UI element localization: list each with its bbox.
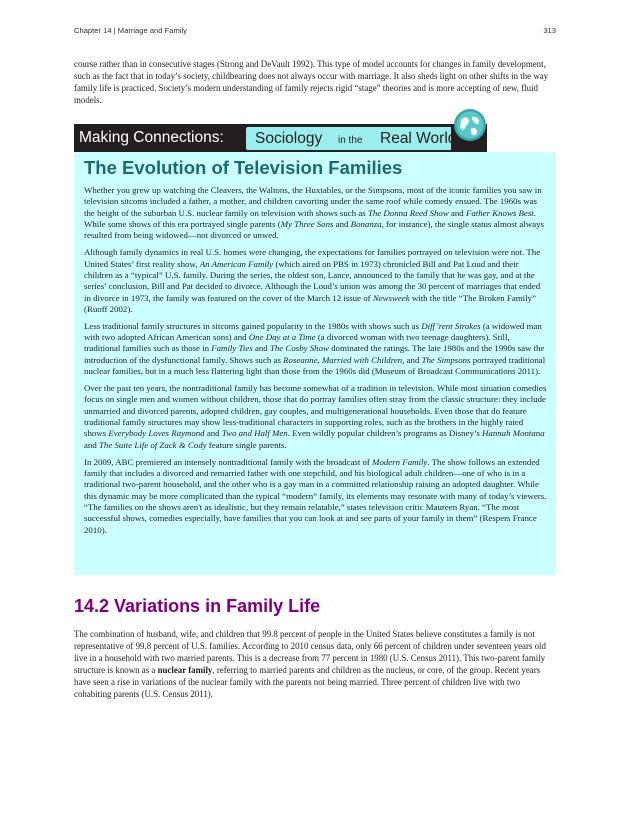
- feature-paragraph: [84, 321, 547, 378]
- text-run: dominated the ratings. The late 1980s and the 1990s saw the introduction of the dysfunctional family. Shows such as: [84, 343, 545, 365]
- italic-title: The Donna Reed Show: [367, 207, 449, 218]
- intro-paragraph: course rather than in consecutive stages (Strong and DeVault 1992). This type of model accounts for changes in family development, such as the fact that in today’s society, childbearing does not always occur with marriage. It also sheds light on other shifts in the way family life is practiced. Society’s modern understanding of family rejects rigid “stage” theories and is more accepting of new, fluid models.: [74, 59, 549, 106]
- page-number: 313: [543, 26, 556, 35]
- globe-icon: [453, 108, 487, 142]
- text-run: feature single parents.: [206, 439, 287, 450]
- text-run: , for instance), the single status almost always resulted from being widowed—not divorced or unwed.: [84, 219, 544, 241]
- banner-real-world: Real World: [380, 130, 457, 147]
- key-term: nuclear family: [157, 665, 213, 676]
- italic-title: Roseanne: [283, 354, 318, 365]
- text-run: . The show follows an extended family that includes a divorced and remarried father with one stepchild, and his biological adult children—one of who is in a traditional two-parent household, and the other who is a gay man in a committed relationship raising an adopted daughter. While this dynamic may be more complicated than the typical “modern” family, its elements may resonate with many of today’s viewers. “The families on the shows aren't as idealistic, but they remain relatable,” states television critic Maureen Ryan. “The most successful shows, comedies especially, have families that you can look at and see parts of your family in them” (Respers France 2010).: [84, 456, 547, 535]
- feature-title: The Evolution of Television Families: [84, 157, 403, 178]
- italic-title: An American Family: [199, 258, 274, 269]
- feature-paragraph: [84, 457, 547, 536]
- text-run: (which aired on PBS in 1973) chronicled Bill and Pat Loud and their children as a “typical” U.S. family. During the series, the oldest son, Lance, announced to the family that he was gay, and at the series’ conclusion, Bill and Pat decided to divorce. Although the Loud’s union was among the 30 percent of marriages that ended in divorce in 1973, the family was featured on the cover of the March 12 issue of: [84, 258, 541, 303]
- chapter-title: Chapter 14 | Marriage and Family: [74, 26, 187, 35]
- feature-body: [84, 185, 547, 541]
- text-run: and: [84, 439, 99, 450]
- feature-box: [74, 152, 556, 575]
- text-run: (a widowed man with two adopted African American sons) and: [84, 320, 542, 343]
- text-run: . Even wildly popular children’s programs as Disney’s: [287, 428, 483, 439]
- text-run: Whether you grew up watching the Cleavers, the Waltons, the Huxtables, or the Simpsons, most of the iconic families you saw in television sitcoms included a father, a mother, and children cavorting under the same roof while comedy ensued. The 1960s was the height of the suburban U.S. nuclear family on television with shows such as: [84, 185, 542, 218]
- banner-sociology: Sociology: [255, 130, 323, 147]
- feature-paragraph: [84, 185, 547, 242]
- text-run: Less traditional family structures in sitcoms gained popularity in the 1980s with shows such as: [84, 320, 422, 331]
- italic-title: Family Ties: [211, 343, 253, 354]
- italic-title: The Cosby Show: [269, 343, 329, 354]
- text-run: . While some shows of this era portrayed single parents (: [84, 207, 536, 230]
- text-run: In 2009, ABC premiered an intensely nontraditional family with the broadcast of: [84, 456, 373, 467]
- running-header: [74, 26, 556, 38]
- italic-title: My Three Sons: [280, 219, 334, 230]
- text-run: with the title “The Broken Family” (Ruoff 2002).: [84, 292, 536, 314]
- italic-title: Modern Family: [372, 456, 428, 467]
- feature-paragraph: [84, 383, 547, 451]
- italic-title: Two and Half Men: [221, 428, 288, 439]
- text-run: Although family dynamics in real U.S. homes were changing, the expectations for families portrayed on television were not. The United States’ first reality show,: [84, 247, 541, 269]
- text-run: portrayed traditional nuclear families, but in a much less flattering light than those from the 1960s did (Museum of Broadcast Communications 2011).: [84, 354, 546, 377]
- text-run: (a divorced woman with two teenage daughters). Still, traditional families such as those in: [84, 332, 510, 354]
- italic-title: Father Knows Best: [465, 207, 534, 218]
- section-paragraph: [74, 628, 556, 701]
- banner-label: Making Connections:: [74, 124, 244, 152]
- text-run: and: [204, 428, 222, 439]
- italic-title: Married with Children: [321, 354, 403, 365]
- text-run: and: [333, 219, 351, 230]
- banner-in-the: in the: [338, 135, 363, 146]
- italic-title: Everybody Loves Raymond: [108, 428, 205, 439]
- text-run: and: [448, 207, 466, 218]
- text-run: The combination of husband, wife, and children that 99.8 percent of people in the United States believe constitutes a family is not representative of 99.8 percent of U.S. families. According to 2010 census data, only 66 percent of children under seventeen years old live in a household with two married parents. This is a decrease from 77 percent in 1980 (U.S. Census 2011). This two-parent family structure is known as a: [74, 629, 546, 676]
- italic-title: Hannah Montana: [482, 428, 545, 439]
- text-run: , referring to married parents and children as the nucleus, or core, of the group. Recent years have seen a rise in variations of the nuclear family with the parents not being married. Three percent of children live with two cohabiting parents (U.S. Census 2011).: [74, 665, 541, 700]
- feature-paragraph: [84, 247, 547, 315]
- italic-title: The Simpsons: [421, 354, 471, 365]
- section-heading: 14.2 Variations in Family Life: [74, 596, 321, 616]
- text-run: and: [252, 343, 270, 354]
- banner-feature-name: [246, 127, 457, 150]
- italic-title: Diff’rent Strokes: [421, 320, 481, 331]
- italic-title: Bonanza: [350, 219, 382, 230]
- italic-title: One Day at a Time: [248, 332, 316, 343]
- italic-title: Newsweek: [372, 292, 410, 303]
- italic-title: The Suite Life of Zack & Cody: [98, 439, 207, 450]
- making-connections-banner: [74, 124, 487, 152]
- text-run: Over the past ten years, the nontraditional family has become somewhat of a tradition in television. While most situation comedies focus on single men and women without children, those that do portray families often stray from the classic structure: they include unmarried and divorced parents, adopted children, gay couples, and multigenerational households. Even those that do feature traditional family structures may show less-traditional characters in supporting roles, such as the brothers in the highly rated shows: [84, 383, 547, 439]
- text-run: ,: [317, 354, 322, 365]
- text-run: , and: [402, 354, 422, 365]
